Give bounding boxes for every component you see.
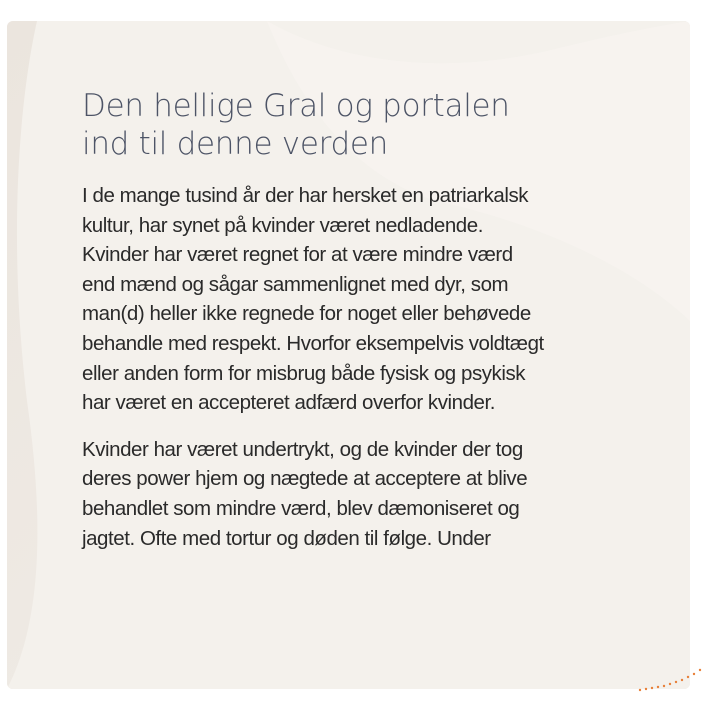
paragraph-line: kultur, har synet på kvinder været nedladende. [82, 213, 483, 237]
paragraph-line: I de mange tusind år der har hersket en patriarkalsk [82, 184, 529, 207]
paragraph-line: man(d) heller ikke regnede for noget eller behøvede [82, 302, 531, 326]
paragraph-line: jagtet. Ofte med tortur og døden til følge. Under [82, 526, 491, 550]
title-line: ind til denne verden [82, 126, 389, 162]
paragraph-line: eller anden form for misbrug både fysisk og psykisk [82, 361, 526, 385]
paragraph-line: behandlet som mindre værd, blev dæmoniseret og [82, 496, 520, 520]
paragraph-line: behandle med respekt. Hvorfor eksempelvis voldtægt [82, 331, 544, 355]
paragraph-line: end mænd og sågar sammenlignet med dyr, som [82, 272, 509, 296]
paragraph-line: deres power hjem og nægtede at acceptere at blive [82, 467, 528, 491]
paragraph [82, 435, 642, 553]
decorative-dots [634, 664, 704, 694]
article-card [7, 21, 690, 689]
article-title [82, 87, 642, 163]
paragraph [82, 181, 642, 418]
title-line: Den hellige Gral og portalen [82, 88, 510, 124]
paragraph-line: Kvinder har været regnet for at være mindre værd [82, 243, 513, 267]
paragraph-line: Kvinder har været undertrykt, og de kvinder der tog [82, 437, 523, 461]
article-content [82, 87, 642, 570]
paragraph-line: har været en accepteret adfærd overfor kvinder. [82, 391, 495, 415]
